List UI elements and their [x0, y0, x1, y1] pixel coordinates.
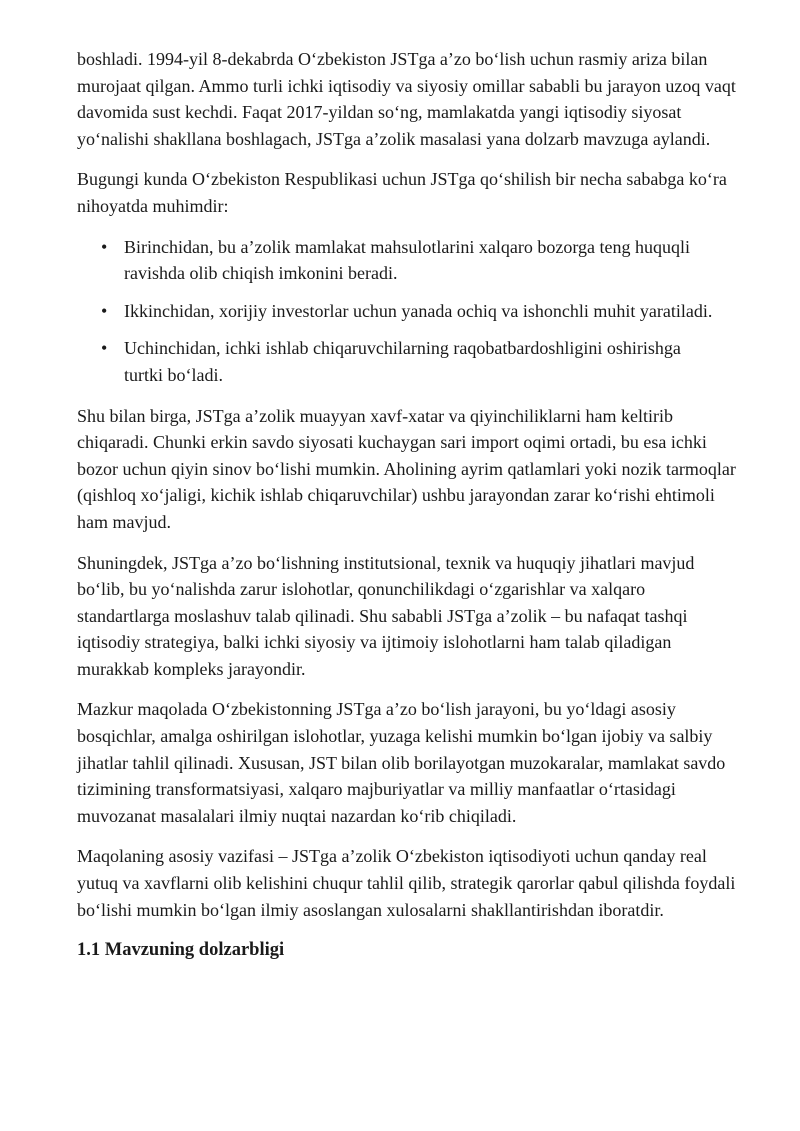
- paragraph-article-scope: Mazkur maqolada O‘zbekistonning JSTga a’zo bo‘lish jarayoni, bu yo‘ldagi asosiy bosqichlar, amalga oshirilgan islohotlar, yuzaga kelishi mumkin bo‘lgan ijobiy va salbiy jihatlar tahlil qilinadi. Xususan, JST bilan olib borilayotgan muzokaralar, mamlakat savdo tizimining transformatsiyasi, xalqaro majburiyatlar va milliy manfaatlar o‘rtasidagi muvozanat masalalari ilmiy nuqtai nazardan ko‘rib chiqiladi.: [77, 699, 726, 826]
- bullet-marker: •: [101, 300, 108, 321]
- list-item: [77, 335, 724, 388]
- paragraph-risks: Shu bilan birga, JSTga a’zolik muayyan xavf-xatar va qiyinchiliklarni ham keltirib chiqaradi. Chunki erkin savdo siyosati kuchaygan sari import oqimi ortadi, bu esa ichki bozor uchun qiyin sinov bo‘lishi mumkin. Aholining ayrim qatlamlari yoki nozik tarmoqlar (qishloq xo‘jaligi, kichik ishlab chiqaruvchilar) ushbu jarayondan zarar ko‘rishi ehtimoli ham mavjud.: [77, 405, 736, 532]
- list-item-text: Ikkinchidan, xorijiy investorlar uchun yanada ochiq va ishonchli muhit yaratiladi.: [124, 300, 713, 321]
- list-item: [77, 298, 724, 325]
- paragraph-article-goal: Maqolaning asosiy vazifasi – JSTga a’zolik O‘zbekiston iqtisodiyoti uchun qanday real yutuq va xavflarni olib kelishini chuqur tahlil qilib, strategik qarorlar qabul qilishda foydali bo‘lishi mumkin bo‘lgan ilmiy asoslangan xulosalarni shakllantirishdan iboratdir.: [77, 846, 736, 920]
- paragraph-institutional: Shuningdek, JSTga a’zo bo‘lishning institutsional, texnik va huquqiy jihatlari mavjud bo‘lib, bu yo‘nalishda zarur islohotlar, qonunchilikdagi o‘zgarishlar va xalqaro standartlarga moslashuv talab qilinadi. Shu sababli JSTga a’zolik – bu nafaqat tashqi iqtisodiy strategiya, balki ichki siyosiy va ijtimoiy islohotlarni ham talab qiladigan murakkab kompleks jarayondir.: [77, 552, 695, 679]
- list-item: [77, 234, 724, 287]
- section-heading: 1.1 Mavzuning dolzarbligi: [77, 940, 285, 961]
- bullet-marker: •: [101, 236, 108, 257]
- document-page: [77, 46, 737, 963]
- paragraph-importance: Bugungi kunda O‘zbekiston Respublikasi uchun JSTga qo‘shilish bir necha sababga ko‘ra nihoyatda muhimdir:: [77, 169, 727, 216]
- list-item-text: Birinchidan, bu a’zolik mamlakat mahsulotlarini xalqaro bozorga teng huquqli ravishda olib chiqish imkonini beradi.: [124, 236, 691, 284]
- bullet-marker: •: [101, 338, 108, 359]
- reasons-list: [77, 234, 737, 389]
- list-item-text: Uchinchidan, ichki ishlab chiqaruvchilarning raqobatbardoshligini oshirishga turtki bo‘ladi.: [124, 338, 681, 385]
- paragraph-intro: boshladi. 1994-yil 8-dekabrda O‘zbekiston JSTga a’zo bo‘lish uchun rasmiy ariza bilan murojaat qilgan. Ammo turli ichki iqtisodiy va siyosiy omillar sababli bu jarayon uzoq vaqt davomida sust kechdi. Faqat 2017-yildan so‘ng, mamlakatda yangi iqtisodiy siyosat yo‘nalishi shakllana boshlagach, JSTga a’zolik masalasi yana dolzarb mavzuga aylandi.: [77, 49, 736, 149]
